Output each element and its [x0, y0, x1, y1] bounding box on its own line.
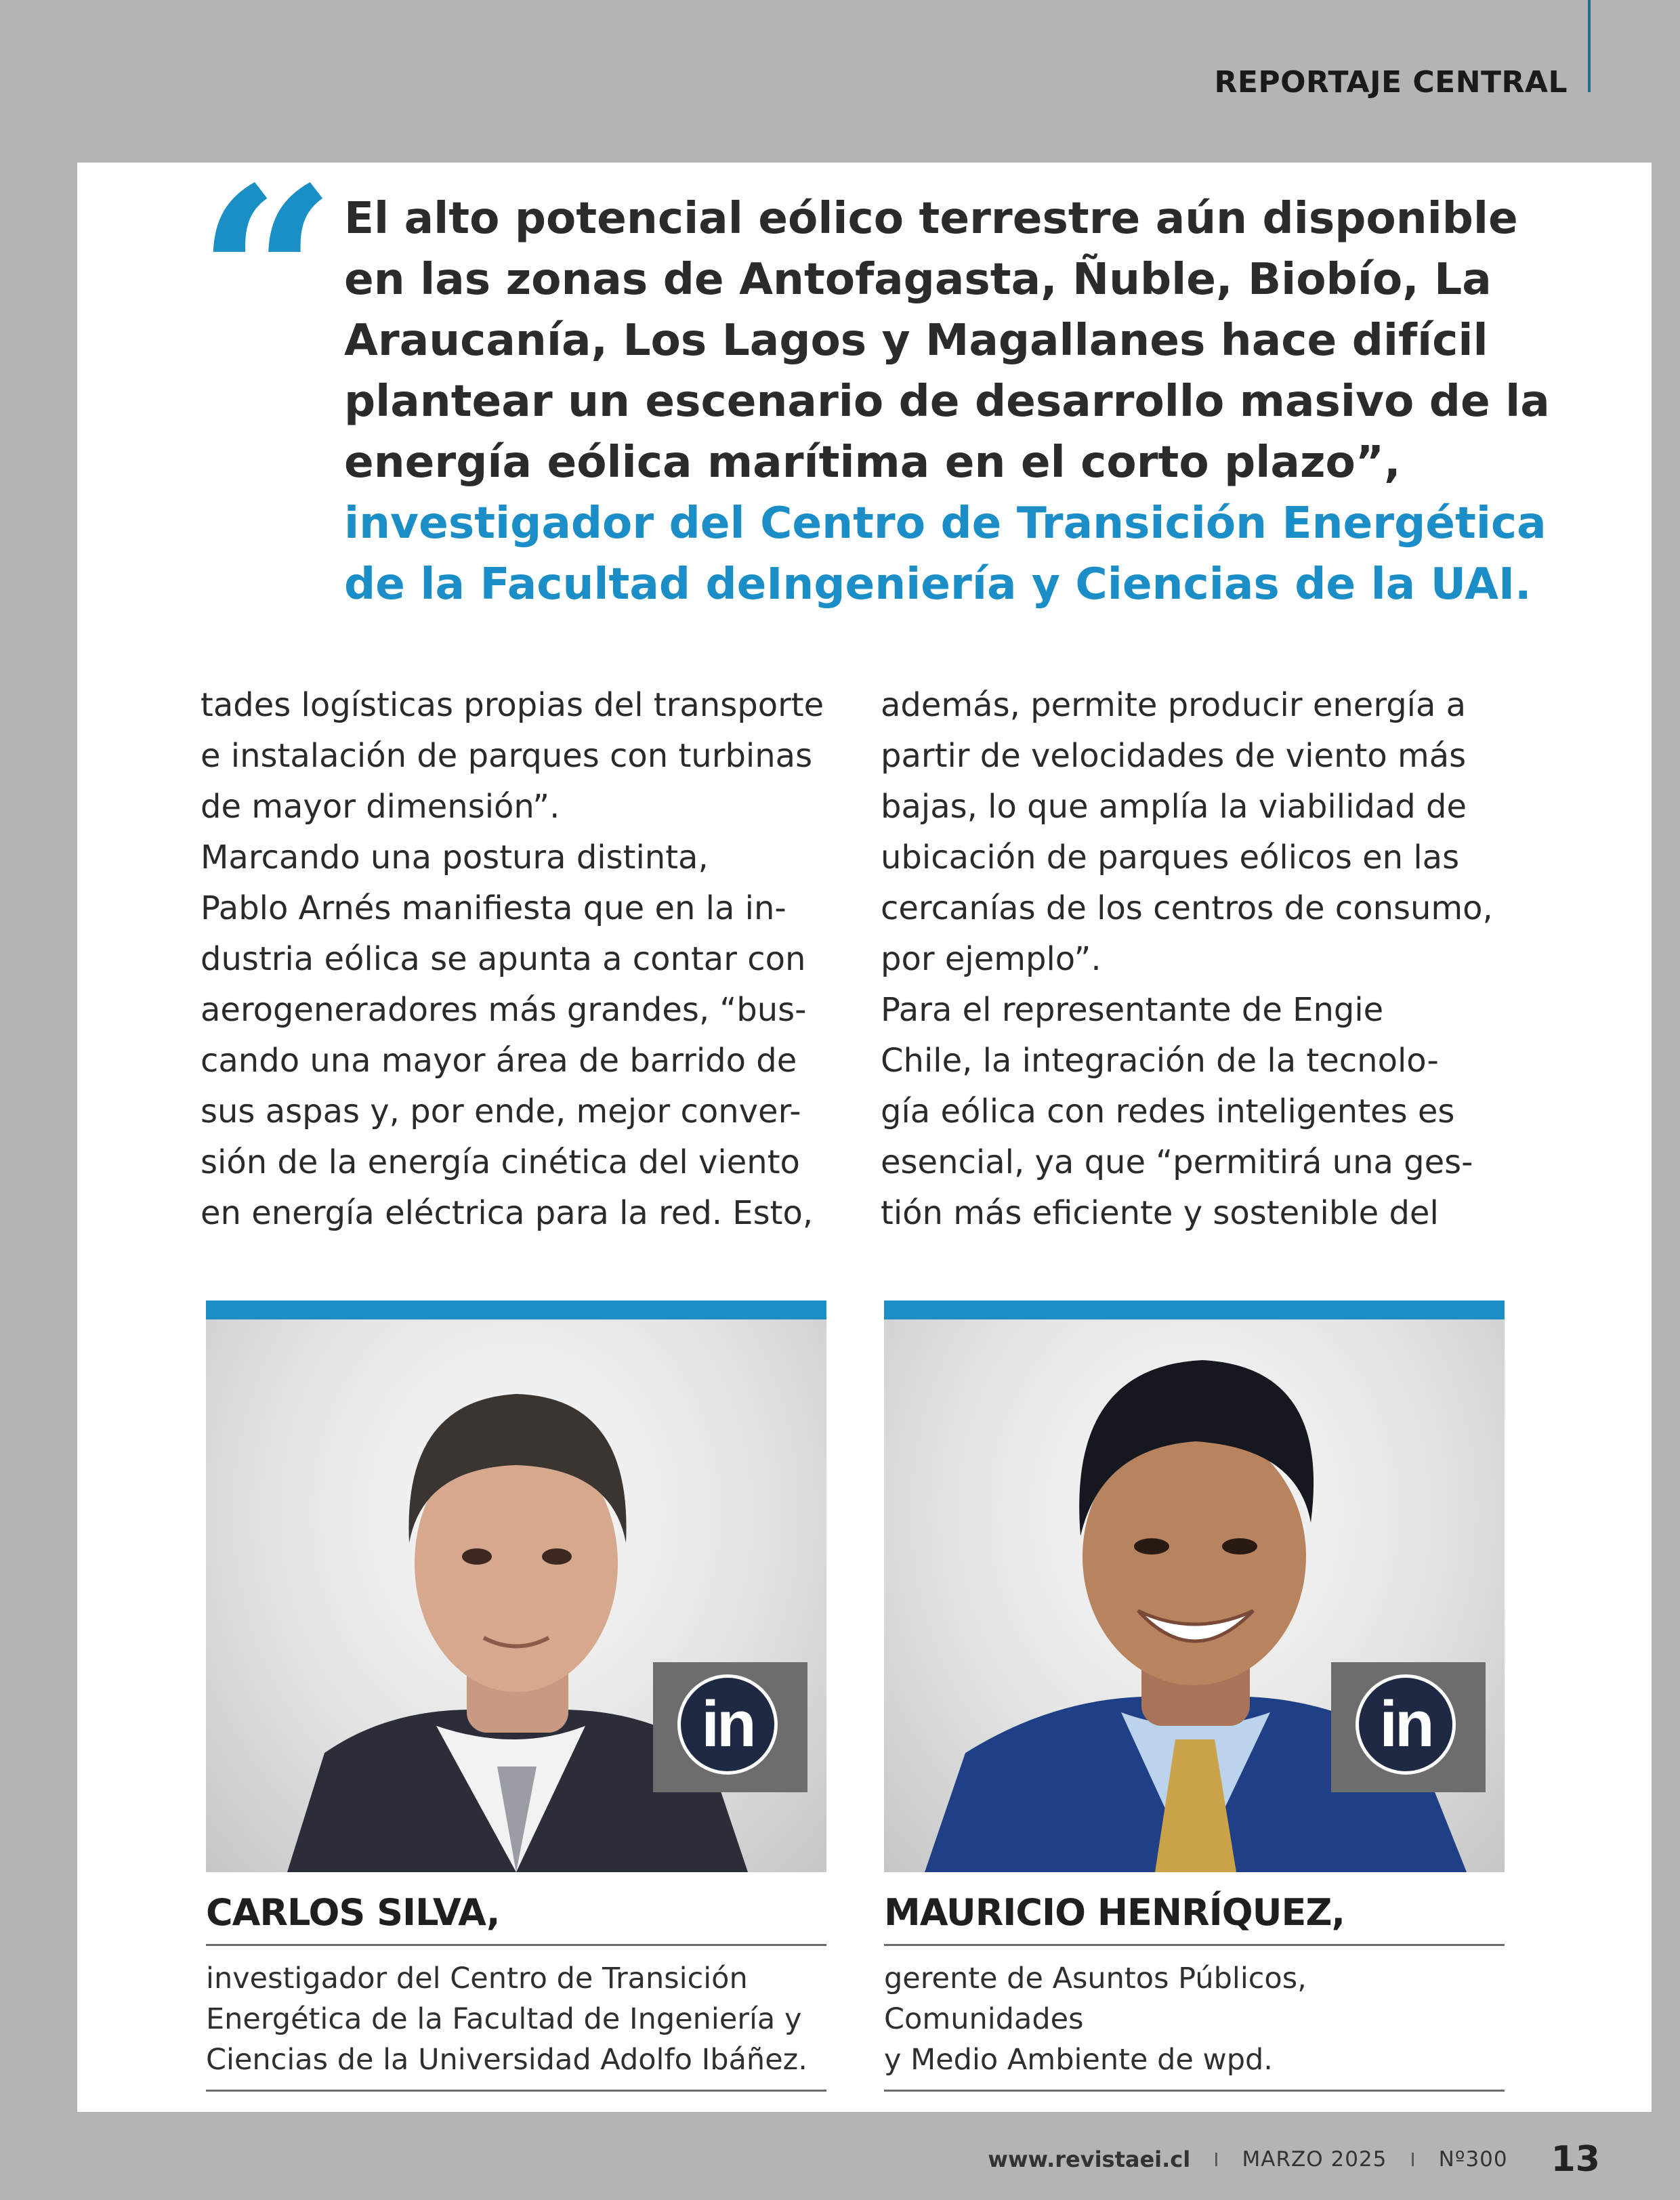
profile-name: CARLOS SILVA,	[206, 1888, 826, 1946]
footer-separator: I	[1410, 2148, 1416, 2171]
page-number: 13	[1551, 2139, 1600, 2180]
profile-role: investigador del Centro de Transición Energética de la Facultad de Ingeniería y Ciencias de la Universidad Adolfo Ibáñez.	[206, 1946, 826, 2092]
pull-quote-attribution: investigador del Centro de Transición Energética de la Facultad deIngeniería y Ciencias de la UAI.	[344, 498, 1547, 610]
section-label: REPORTAJE CENTRAL	[1214, 65, 1568, 100]
linkedin-button[interactable]	[653, 1662, 807, 1792]
photo-accent-bar	[206, 1300, 826, 1319]
footer-issue: Nº300	[1438, 2147, 1508, 2172]
profile-role: gerente de Asuntos Públicos, Comunidades y Medio Ambiente de wpd.	[884, 1946, 1505, 2092]
linkedin-icon: in	[677, 1674, 778, 1775]
profile-card-mauricio-henriquez	[884, 1300, 1505, 2092]
page-footer	[988, 2135, 1600, 2184]
portrait-photo	[884, 1319, 1505, 1872]
body-column-left: tades logísticas propias del transporte e instalación de parques con turbinas de mayor dimensión”. Marcando una postura distinta, Pablo Arnés manifiesta que en la in- dustria eólica se apunta a contar con aerogeneradores más grandes, “bus- cando una mayor área de barrido de sus aspas y, por ende, mejor conver- sión de la energía cinética del viento en energía eléctrica para la red. Esto,	[201, 686, 824, 1232]
profile-card-carlos-silva	[206, 1300, 826, 2092]
linkedin-icon: in	[1356, 1674, 1456, 1775]
footer-separator: I	[1213, 2148, 1219, 2171]
open-quote-icon: “	[196, 134, 337, 421]
pull-quote	[344, 188, 1550, 615]
portrait-photo	[206, 1319, 826, 1872]
pull-quote-text: El alto potencial eólico terrestre aún disponible en las zonas de Antofagasta, Ñuble, Biobío, La Araucanía, Los Lagos y Magallanes hace difícil plantear un escenario de desarrollo masivo de la energía eólica marítima en el corto plazo”,	[344, 193, 1550, 488]
footer-website[interactable]: www.revistaei.cl	[988, 2146, 1191, 2172]
footer-date: MARZO 2025	[1242, 2147, 1387, 2172]
photo-accent-bar	[884, 1300, 1505, 1319]
linkedin-button[interactable]	[1331, 1662, 1486, 1792]
body-column-right: además, permite producir energía a partir de velocidades de viento más bajas, lo que amplía la viabilidad de ubicación de parques eólicos en las cercanías de los centros de consumo, por ejemplo”. Para el representante de Engie Chile, la integración de la tecnolo- gía eólica con redes inteligentes es esencial, ya que “permitirá una ges- tión más eficiente y sostenible del	[881, 686, 1493, 1232]
profile-name: MAURICIO HENRÍQUEZ,	[884, 1888, 1505, 1946]
section-rule	[1588, 0, 1591, 92]
